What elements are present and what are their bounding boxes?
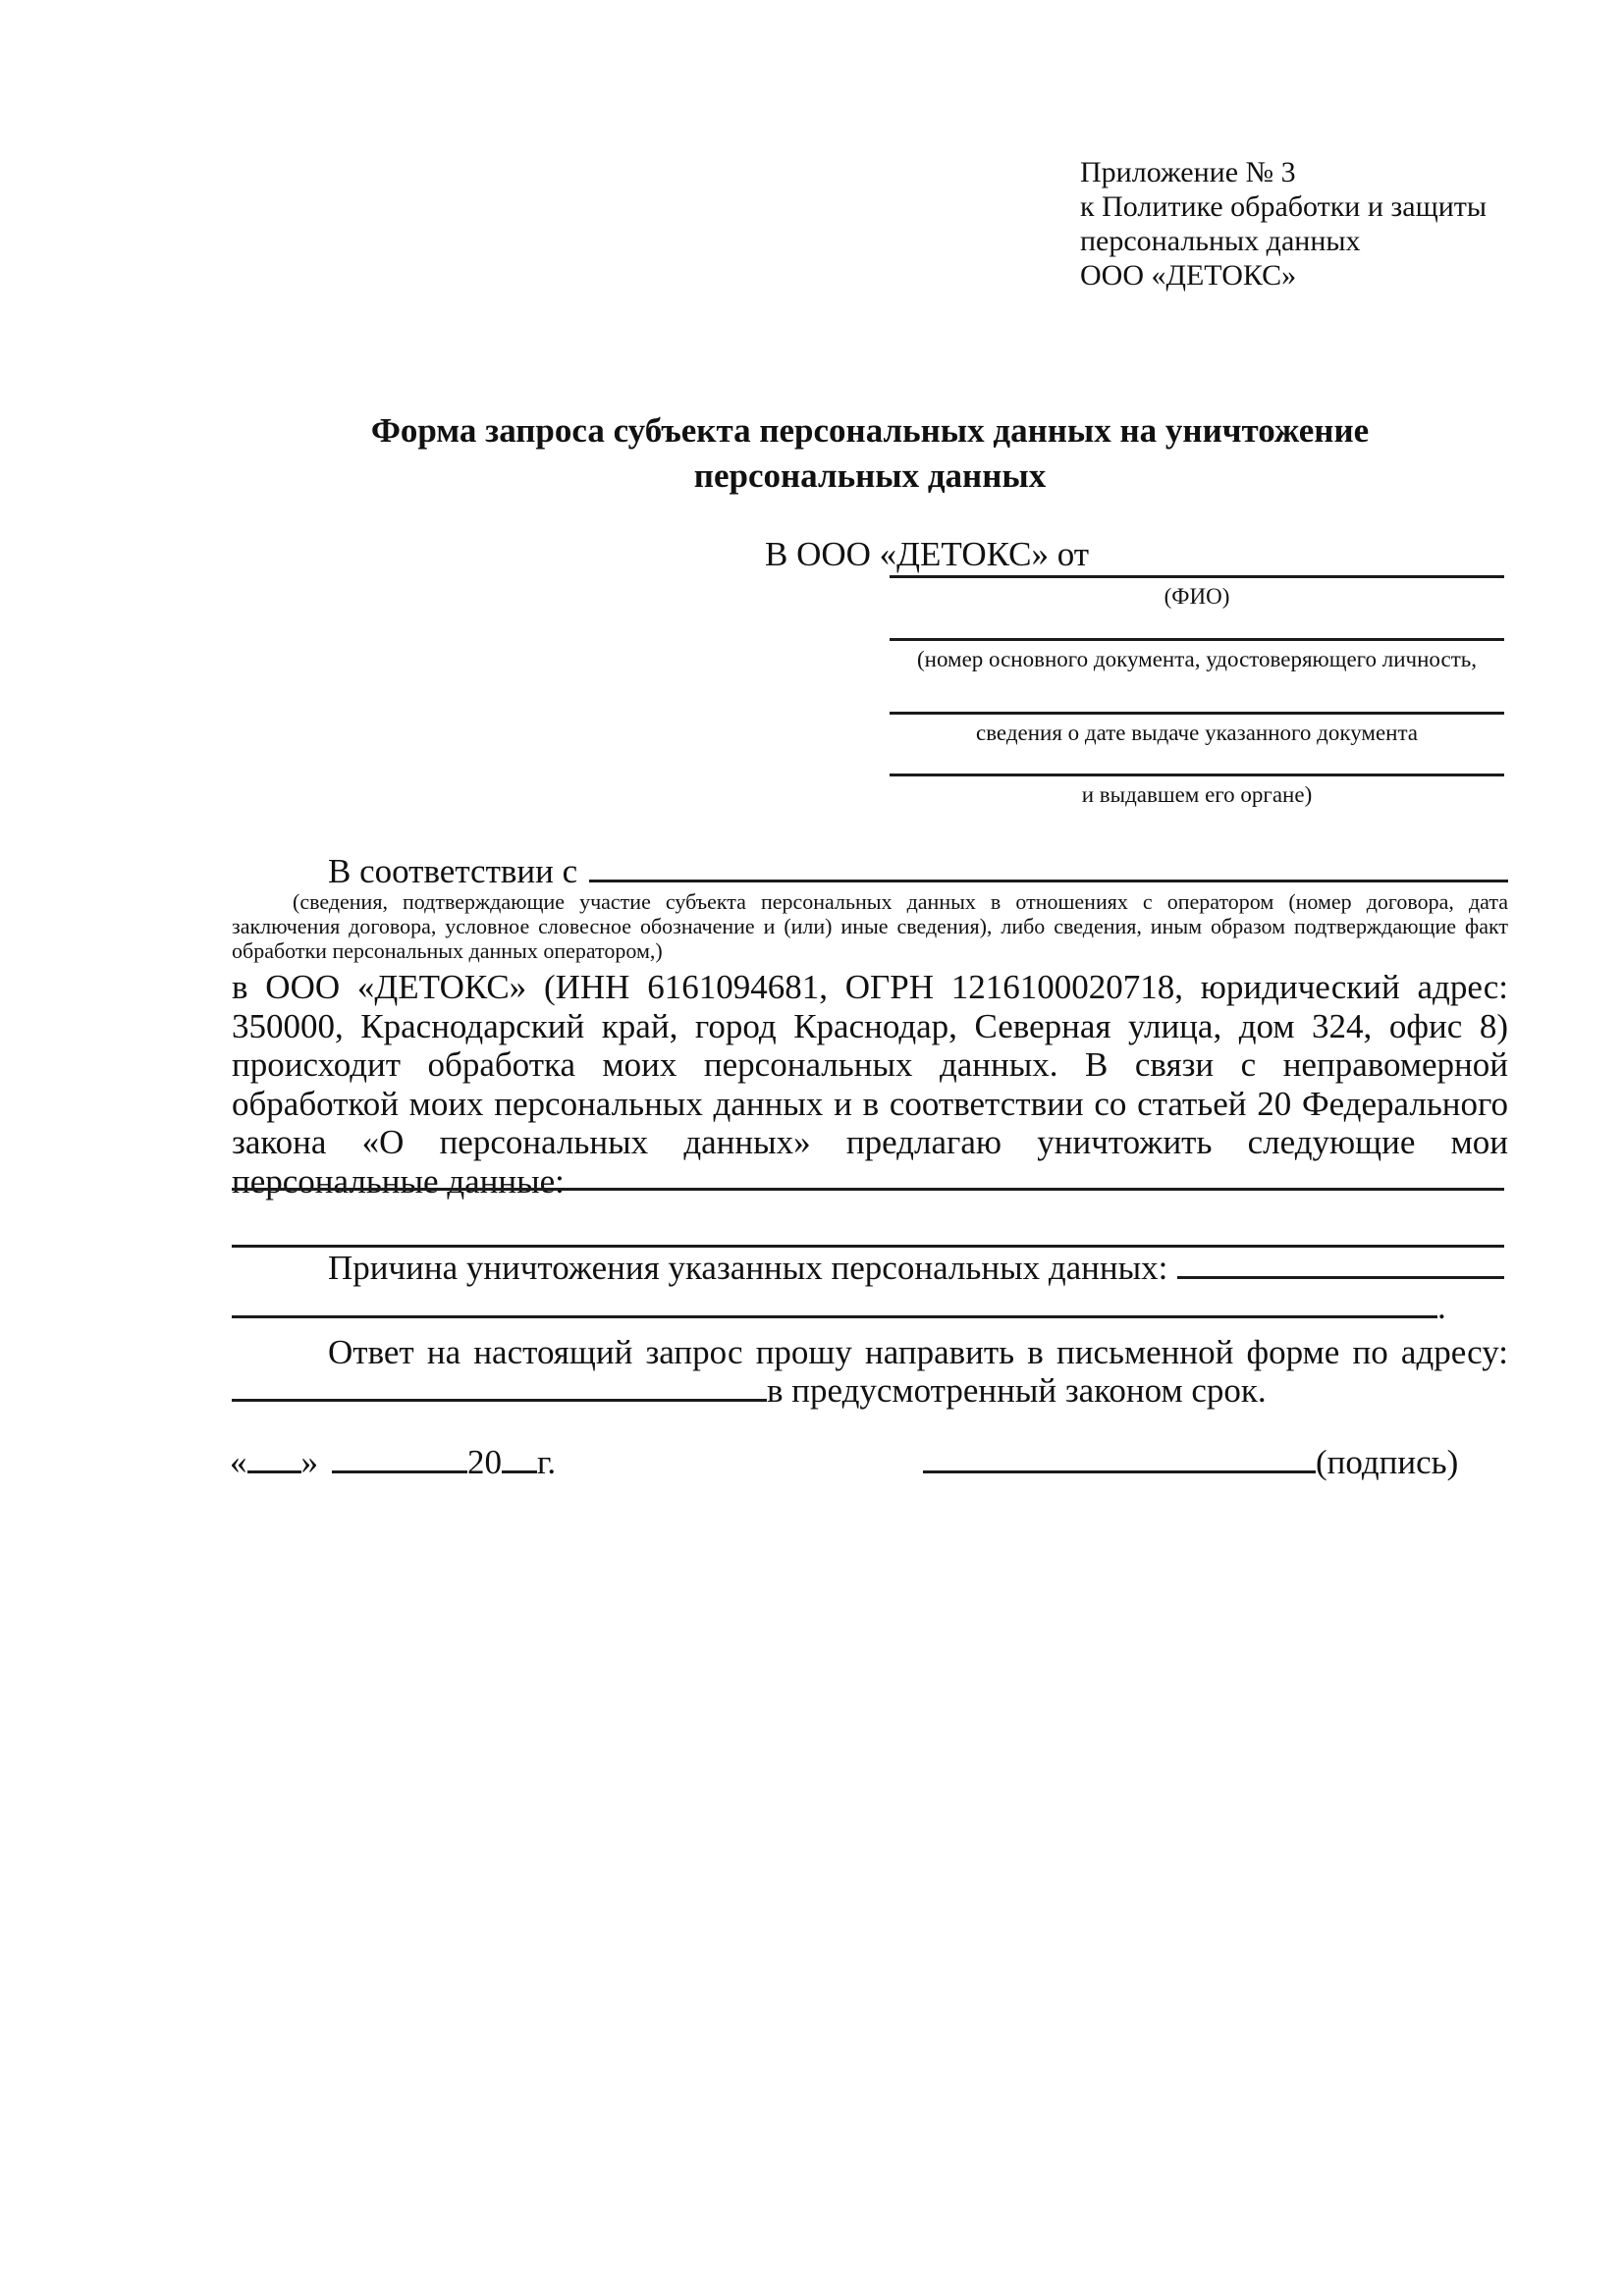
body-paragraph: в ООО «ДЕТОКС» (ИНН 6161094681, ОГРН 1216100020718, юридический адрес: 350000, Краснодарский край, город Краснодар, Северная улица, дом 324, офис 8) происходит обработка моих персональных данных. В связи с неправомерной обработкой моих персональных данных и в соответствии со статьей 20 Федерального закона «О персональных данных» предлагаю уничтожить следующие мои персональные данные:: [232, 968, 1508, 1201]
address-row: [232, 1371, 1508, 1410]
month-blank-line: [332, 1470, 467, 1473]
signature-row: [923, 1443, 1458, 1482]
fio-blank-line: [890, 575, 1504, 578]
reason-blank-line: [1177, 1276, 1504, 1279]
reason-continuation-row: [232, 1288, 1504, 1326]
issuing-authority-caption: и выдавшем его органе): [1081, 782, 1313, 807]
signature-blank-line: [923, 1470, 1316, 1473]
quote-close: »: [300, 1443, 318, 1481]
header-block: [1080, 155, 1487, 293]
issue-date-blank-line: [890, 712, 1504, 715]
document-number-blank-line: [890, 638, 1504, 641]
issue-date-caption: сведения о дате выдаче указанного документа: [975, 721, 1419, 745]
data-blank-line-1: [232, 1188, 1504, 1191]
address-blank-line: [232, 1399, 767, 1402]
header-line: к Политике обработки и защиты: [1080, 190, 1488, 223]
year-unit: г.: [537, 1443, 557, 1481]
document-number-caption: (номер основного документа, удостоверяющего личность,: [916, 647, 1477, 671]
title-line: Форма запроса субъекта персональных данных на уничтожение: [370, 411, 1370, 450]
header-line: Приложение № 3: [1080, 156, 1296, 188]
header-line: ООО «ДЕТОКС»: [1080, 259, 1297, 292]
title-line: персональных данных: [693, 456, 1047, 495]
reason-blank-line-2: [232, 1315, 1437, 1318]
issuing-authority-blank-line: [890, 774, 1504, 776]
accordance-row: [232, 852, 1508, 890]
accordance-blank-line: [589, 880, 1508, 882]
year-blank-line: [502, 1470, 537, 1473]
accordance-lead: В соответствии с: [328, 852, 578, 890]
header-line: персональных данных: [1080, 225, 1361, 257]
response-sentence: Ответ на настоящий запрос прошу направить в письменной форме по адресу:: [328, 1333, 1508, 1371]
date-row: [230, 1443, 556, 1482]
data-blank-line-2: [232, 1245, 1504, 1248]
reason-label: Причина уничтожения указанных персональных данных:: [328, 1249, 1168, 1287]
response-tail: в предусмотренный законом срок.: [767, 1371, 1267, 1410]
document-title: [232, 408, 1508, 499]
reason-row: [232, 1249, 1504, 1287]
year-century: 20: [467, 1443, 502, 1481]
quote-open: «: [230, 1443, 247, 1481]
reason-period: .: [1437, 1288, 1446, 1326]
addressee-line: В ООО «ДЕТОКС» от: [765, 535, 1090, 573]
signature-caption: (подпись): [1316, 1443, 1459, 1481]
accordance-note: (сведения, подтверждающие участие субъекта персональных данных в отношениях с оператором (номер договора, дата заключения договора, условное словесное обозначение и (или) иные сведения), либо сведения, иным образом подтверждающие факт обработки персональных данных оператором,): [232, 889, 1508, 963]
fio-caption: (ФИО): [1164, 584, 1230, 609]
day-blank-line: [247, 1470, 301, 1473]
